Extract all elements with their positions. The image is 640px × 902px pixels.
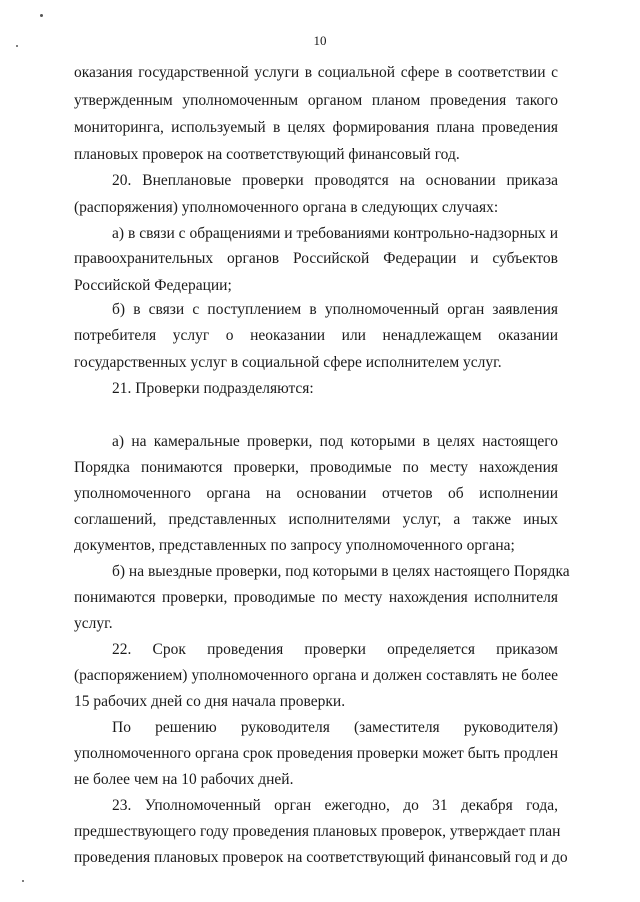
text-line: (распоряжения) уполномоченного органа в следующих случаях: [74,199,499,216]
text-line: соглашений, представленных исполнителями услуг, а также иных [74,511,558,528]
text-line: проведения плановых проверок на соответствующий финансовый год и до [74,849,568,866]
text-line: правоохранительных органов Российской Федерации и субъектов [74,250,558,267]
text-line: (распоряжением) уполномоченного органа и должен составлять не более [74,667,558,684]
text-line: потребителя услуг о неоказании или ненадлежащем оказании [74,327,558,344]
text-line: мониторинга, используемый в целях формирования плана проведения [74,119,558,136]
text-line: 21. Проверки подразделяются: [112,380,314,397]
text-line: 15 рабочих дней со дня начала проверки. [74,693,346,710]
text-line: б) в связи с поступлением в уполномоченный орган заявления [112,301,558,318]
text-line: не более чем на 10 рабочих дней. [74,771,294,788]
text-line: б) на выездные проверки, под которыми в целях настоящего Порядка [112,563,570,580]
text-line: предшествующего году проведения плановых проверок, утверждает план [74,823,561,840]
text-line: понимаются проверки, проводимые по месту нахождения исполнителя [74,589,558,606]
scan-speck [40,14,43,17]
text-line: услуг. [74,615,113,632]
text-line: Российской Федерации; [74,277,232,294]
text-line: Порядка понимаются проверки, проводимые по месту нахождения [74,459,558,476]
text-line: оказания государственной услуги в социальной сфере в соответствии с [74,64,558,81]
scan-speck [22,880,24,882]
text-line: а) на камеральные проверки, под которыми в целях настоящего [112,433,558,450]
text-line: утвержденным уполномоченным органом планом проведения такого [74,92,558,109]
text-line: уполномоченного органа срок проведения проверки может быть продлен [74,745,558,762]
text-line: документов, представленных по запросу уполномоченного органа; [74,537,515,554]
text-line: плановых проверок на соответствующий финансовый год. [74,146,460,163]
text-line: По решению руководителя (заместителя руководителя) [112,719,558,736]
text-line: 20. Внеплановые проверки проводятся на основании приказа [112,172,558,189]
text-line: 22. Срок проведения проверки определяется приказом [112,641,558,658]
text-line: 23. Уполномоченный орган ежегодно, до 31 декабря года, [112,797,558,814]
page-number: 10 [313,33,327,48]
text-line: уполномоченного органа на основании отчетов об исполнении [74,485,558,502]
text-line: государственных услуг в социальной сфере исполнителем услуг. [74,354,502,371]
text-line: а) в связи с обращениями и требованиями контрольно-надзорных и [112,225,558,242]
